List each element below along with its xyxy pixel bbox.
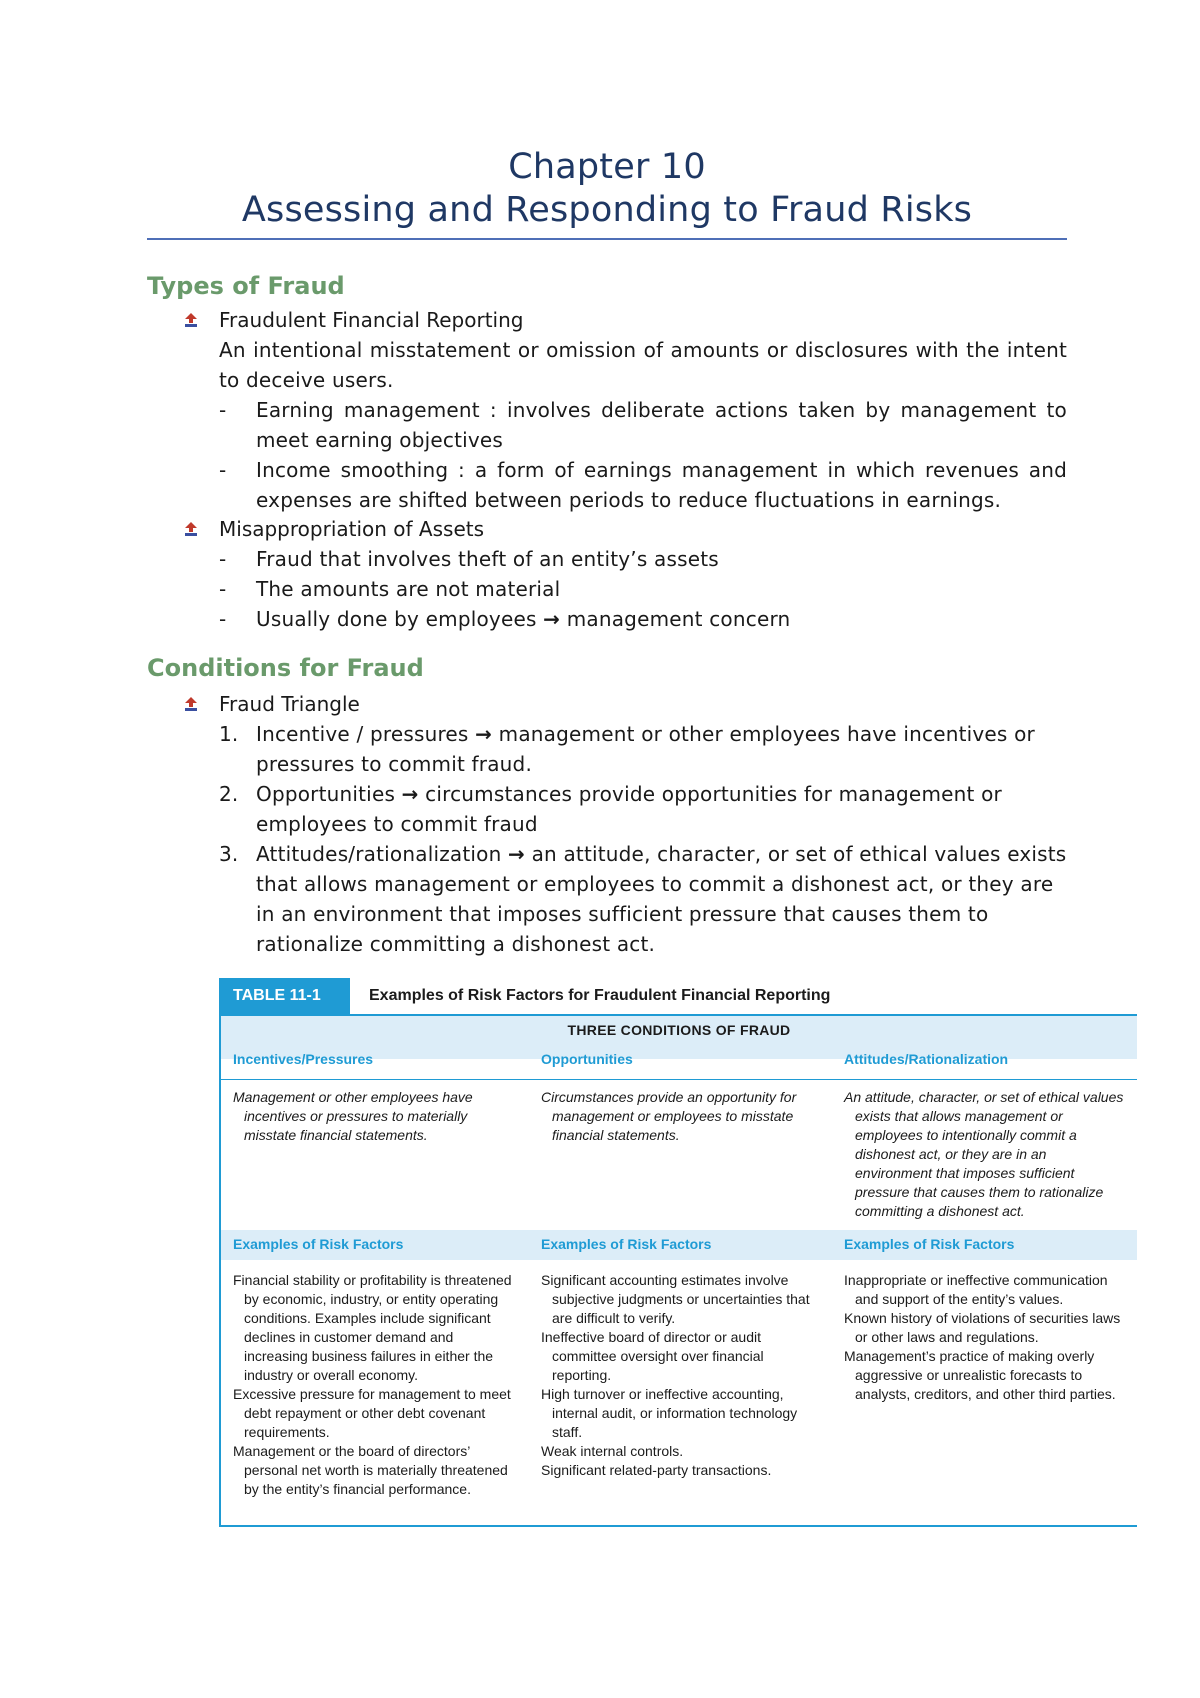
- three-conditions-title: THREE CONDITIONS OF FRAUD: [567, 1022, 791, 1038]
- risk-factor: Financial stability or profitability is threatened by economic, industry, or entity operating conditions. Examples include significant declines in customer demand and increasing business failures in either the industry or overall economy.: [233, 1272, 512, 1383]
- right-arrow-icon: →: [401, 782, 419, 806]
- right-arrow-icon: →: [475, 722, 493, 746]
- dash-marker: -: [219, 458, 227, 482]
- item-text-part: Usually done by employees: [256, 607, 537, 631]
- risk-factor: Inappropriate or ineffective communication and support of the entity’s values.: [844, 1272, 1108, 1307]
- arrow-bullet-icon: [183, 696, 199, 712]
- risk-factor: Management or the board of directors’ personal net worth is materially threatened by the entity’s financial performance.: [233, 1443, 508, 1497]
- examples-cell: [541, 1271, 811, 1480]
- bullet-label: Misappropriation of Assets: [219, 517, 485, 541]
- table-header: [219, 978, 1137, 1014]
- definition-paragraph: An intentional misstatement or omission of amounts or disclosures with the intent to deceive users.: [219, 338, 1067, 392]
- dash-marker: -: [219, 398, 227, 422]
- item-description: an attitude, character, or set of ethical values exists that allows management or employees to commit a dishonest act, or they are in an environment that imposes sufficient pressure that causes them to rationalize committing a dishonest act.: [256, 842, 1067, 956]
- right-arrow-icon: →: [508, 842, 525, 866]
- dash-marker: -: [219, 577, 227, 601]
- item-number: 3.: [219, 842, 239, 866]
- column-header: Attitudes/Rationalization: [844, 1051, 1009, 1067]
- chapter-number: Chapter 10: [508, 147, 706, 187]
- risk-factor: Management’s practice of making overly aggressive or unrealistic forecasts to analysts, creditors, and other third parties.: [844, 1348, 1116, 1402]
- list-item-text: Earning management : involves deliberate actions taken by management to meet earning objectives: [256, 398, 1067, 452]
- column-header: Incentives/Pressures: [233, 1051, 374, 1067]
- numbered-item-text: [256, 839, 1067, 959]
- risk-factor: Significant related-party transactions.: [541, 1462, 772, 1478]
- item-term: Attitudes/rationalization: [256, 842, 502, 866]
- table-bottom-rule: [219, 1525, 1137, 1527]
- list-item-text: Fraud that involves theft of an entity’s assets: [256, 547, 719, 571]
- table-left-rule: [219, 1014, 221, 1526]
- item-term: Opportunities: [256, 782, 396, 806]
- risk-factor: Known history of violations of securities laws or other laws and regulations.: [844, 1310, 1121, 1345]
- header-divider: [221, 1079, 1137, 1080]
- numbered-item-text: [256, 719, 1067, 779]
- bullet-label: Fraud Triangle: [219, 692, 360, 716]
- numbered-item: [219, 839, 1067, 959]
- list-item: [219, 544, 1067, 574]
- right-arrow-icon: →: [543, 607, 561, 631]
- definition-cell: Management or other employees have incentives or pressures to materially misstate financial statements.: [233, 1089, 473, 1143]
- item-description: circumstances provide opportunities for management or employees to commit fraud: [256, 782, 1002, 836]
- table-tag: TABLE 11-1: [219, 978, 350, 1014]
- bullet-label: Fraudulent Financial Reporting: [219, 308, 524, 332]
- list-item-text: Income smoothing : a form of earnings management in which revenues and expenses are shifted between periods to reduce fluctuations in earnings.: [256, 458, 1067, 512]
- table-caption: Examples of Risk Factors for Fraudulent Financial Reporting: [369, 987, 831, 1004]
- numbered-item: [219, 779, 1067, 839]
- page-title: [147, 146, 1067, 232]
- risk-factor: Ineffective board of director or audit committee oversight over financial reporting.: [541, 1329, 764, 1383]
- dash-marker: -: [219, 547, 227, 571]
- examples-cell: [844, 1271, 1129, 1404]
- table-figure: [219, 978, 1137, 1527]
- heading-types-of-fraud: Types of Fraud: [147, 272, 345, 300]
- item-number: 1.: [219, 722, 239, 746]
- risk-factor: Significant accounting estimates involve subjective judgments or uncertainties that are difficult to verify.: [541, 1272, 810, 1326]
- risk-factor: Excessive pressure for management to meet debt repayment or other debt covenant requirements.: [233, 1386, 511, 1440]
- item-number: 2.: [219, 782, 239, 806]
- examples-header: Examples of Risk Factors: [541, 1236, 712, 1252]
- item-term: Incentive / pressures: [256, 722, 469, 746]
- examples-header: Examples of Risk Factors: [233, 1236, 404, 1252]
- definition-cell: An attitude, character, or set of ethical values exists that allows management or employees to intentionally commit a dishonest act, or they are in an environment that imposes sufficient pressure that causes them to rationalize committing a dishonest act.: [844, 1089, 1124, 1219]
- title-divider: [147, 238, 1067, 240]
- chapter-title: Assessing and Responding to Fraud Risks: [241, 190, 973, 230]
- list-item: [219, 574, 1067, 604]
- column-header: Opportunities: [541, 1051, 633, 1067]
- heading-conditions-for-fraud: Conditions for Fraud: [147, 654, 424, 682]
- risk-factor: High turnover or ineffective accounting, internal audit, or information technology staff.: [541, 1386, 798, 1440]
- definition-cell: Circumstances provide an opportunity for management or employees to misstate financial statements.: [541, 1089, 797, 1143]
- numbered-item-text: [256, 779, 1067, 839]
- arrow-bullet-icon: [183, 312, 199, 328]
- dash-marker: -: [219, 607, 227, 631]
- examples-header: Examples of Risk Factors: [844, 1236, 1015, 1252]
- risk-factor: Weak internal controls.: [541, 1443, 684, 1459]
- arrow-bullet-icon: [183, 521, 199, 537]
- list-item-text: The amounts are not material: [256, 577, 561, 601]
- list-item-text: [256, 604, 1067, 634]
- numbered-item: [219, 719, 1067, 779]
- examples-cell: [233, 1271, 513, 1499]
- item-text-part: management concern: [566, 607, 791, 631]
- list-item: [219, 455, 1067, 515]
- list-item: [219, 604, 1067, 634]
- item-description: management or other employees have incentives or pressures to commit fraud.: [256, 722, 1035, 776]
- list-item: [219, 395, 1067, 455]
